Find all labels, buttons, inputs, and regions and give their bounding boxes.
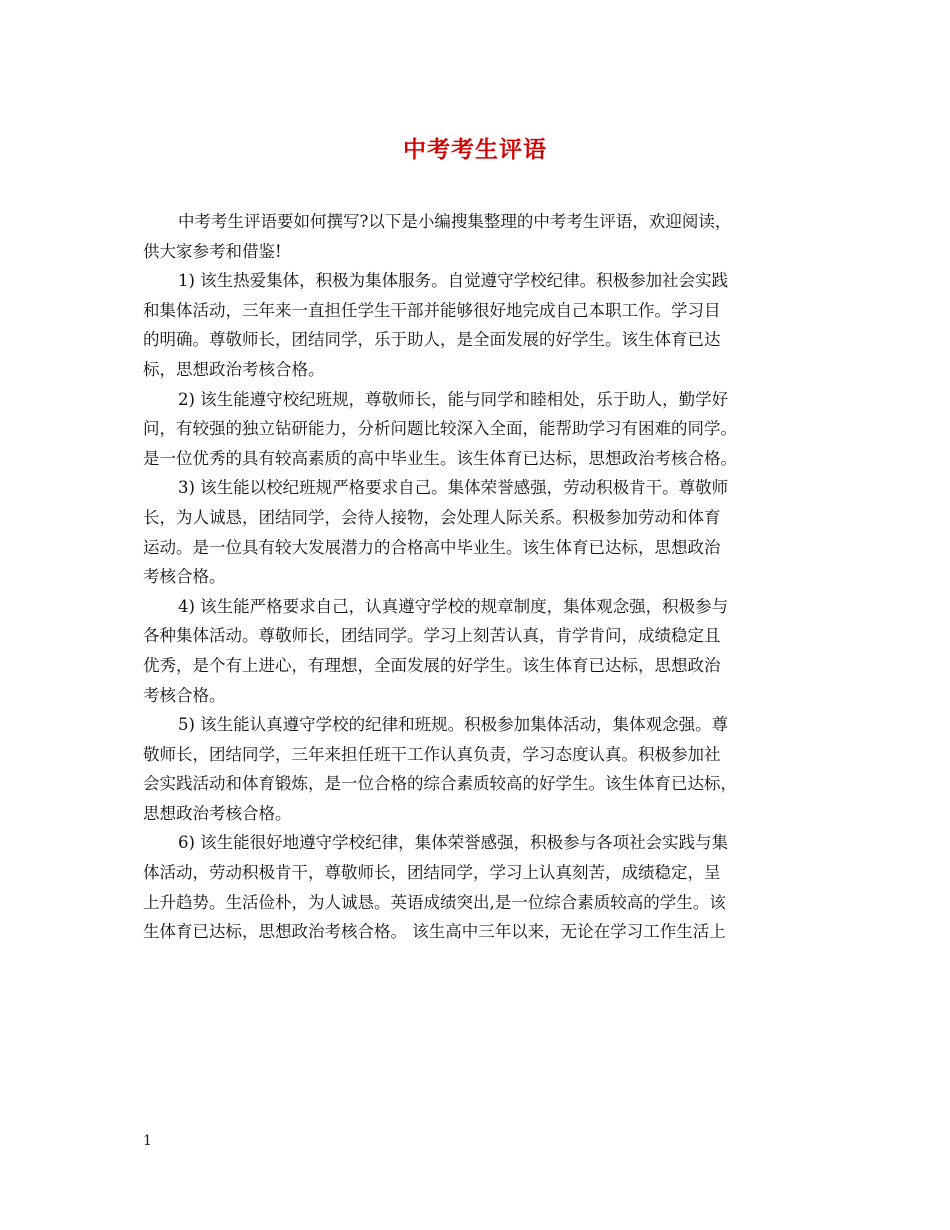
text-line: 问，有较强的独立钻研能力，分析问题比较深入全面，能帮助学习有困难的同学。 [143,419,737,439]
text-line: 2) 该生能遵守校纪班规，尊敬师长，能与同学和睦相处，乐于助人，勤学好 [178,389,729,409]
document-body [143,207,815,947]
text-line: 敬师长，团结同学，三年来担任班干工作认真负责，学习态度认真。积极参加社 [143,744,721,764]
text-line: 4) 该生能严格要求自己，认真遵守学校的规章制度，集体观念强，积极参与 [178,596,729,616]
text-line: 思想政治考核合格。 [143,803,292,823]
text-line: 3) 该生能以校纪班规严格要求自己。集体荣誉感强，劳动积极肯干。尊敬师 [178,478,729,498]
text-line: 5) 该生能认真遵守学校的纪律和班规。积极参加集体活动，集体观念强。尊 [178,715,729,735]
text-line: 会实践活动和体育锻炼，是一位合格的综合素质较高的好学生。该生体育已达标， [143,774,737,794]
page-number: 1 [143,1133,152,1149]
text-line: 1) 该生热爱集体，积极为集体服务。自觉遵守学校纪律。积极参加社会实践 [178,271,729,291]
text-line: 的明确。尊敬师长，团结同学，乐于助人，是全面发展的好学生。该生体育已达 [143,330,721,350]
text-line: 中考考生评语要如何撰写?以下是小编搜集整理的中考考生评语，欢迎阅读， [178,212,732,231]
document-title: 中考考生评语 [403,136,547,163]
text-line: 体活动，劳动积极肯干，尊敬师长，团结同学，学习上认真刻苦，成绩稳定，呈 [143,863,721,883]
text-line: 上升趋势。生活俭朴，为人诚恳。英语成绩突出,是一位综合素质较高的学生。该 [143,892,726,912]
text-line: 各种集体活动。尊敬师长，团结同学。学习上刻苦认真，肯学肯问，成绩稳定且 [143,626,721,646]
text-line: 优秀，是个有上进心，有理想，全面发展的好学生。该生体育已达标，思想政治 [143,655,721,675]
text-line: 生体育已达标，思想政治考核合格。 该生高中三年以来，无论在学习工作生活上 [143,922,726,942]
text-line: 和集体活动，三年来一直担任学生干部并能够很好地完成自己本职工作。学习目 [143,300,721,320]
text-line: 标，思想政治考核合格。 [143,359,325,379]
text-line: 是一位优秀的具有较高素质的高中毕业生。该生体育已达标，思想政治考核合格。 [143,448,737,468]
text-line: 长，为人诚恳，团结同学，会待人接物，会处理人际关系。积极参加劳动和体育 [143,507,721,527]
text-line: 运动。是一位具有较大发展潜力的合格高中毕业生。该生体育已达标，思想政治 [143,537,721,557]
text-line: 6) 该生能很好地遵守学校纪律，集体荣誉感强，积极参与各项社会实践与集 [178,833,729,853]
text-line: 考核合格。 [143,567,226,587]
text-line: 供大家参考和借鉴! [143,241,282,261]
text-line: 考核合格。 [143,685,226,705]
